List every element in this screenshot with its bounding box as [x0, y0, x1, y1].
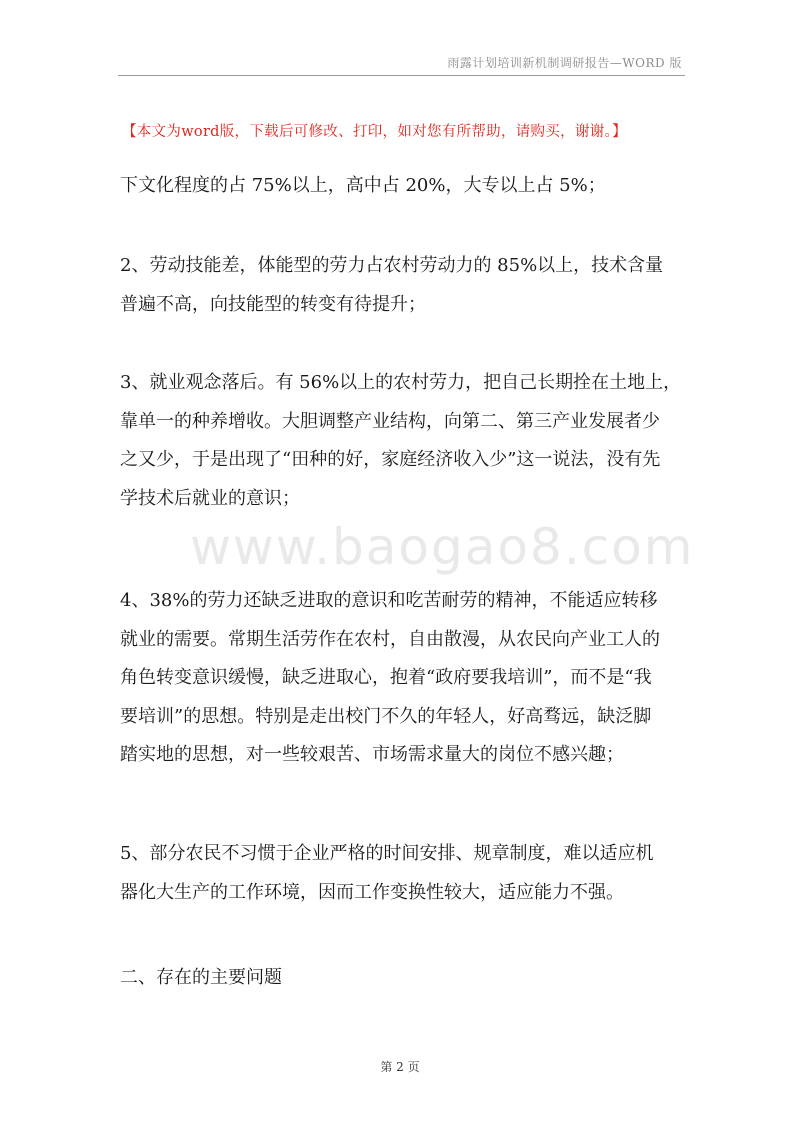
paragraph-line: 要培训”的思想。特别是走出校门不久的年轻人，好高骛远，缺泛脚 — [120, 705, 652, 727]
running-header: 雨露计划培训新机制调研报告—WORD 版 — [447, 56, 682, 70]
paragraph-line: 之又少，于是出现了“田种的好，家庭经济收入少”这一说法，没有先 — [120, 449, 661, 470]
paragraph-line: 器化大生产的工作环境，因而工作变换性较大，适应能力不强。 — [120, 881, 624, 903]
paragraph-line: 3、就业观念落后。有 56%以上的农村劳力，把自己长期拴在土地上， — [120, 372, 682, 393]
purchase-notice: 【本文为word版，下载后可修改、打印，如对您有所帮助，请购买，谢谢。】 — [122, 124, 627, 140]
paragraph-line: 踏实地的思想，对一些较艰苦、市场需求量大的岗位不感兴趣； — [120, 744, 624, 765]
header-divider — [118, 75, 685, 76]
paragraph-education-level — [120, 167, 690, 206]
paragraph-employment-concept — [120, 364, 690, 518]
paragraph-line: 角色转变意识缓慢，缺乏进取心，抱着“政府要我培训”，而不是“我 — [120, 667, 652, 688]
paragraph-work-adaptation — [120, 835, 690, 912]
paragraph-labor-skills — [120, 247, 690, 324]
paragraph-enterprising-spirit — [120, 582, 690, 775]
watermark: www.baogao8.com — [190, 518, 695, 576]
paragraph-line: 下文化程度的占 75%以上，高中占 20%，大专以上占 5%； — [120, 175, 606, 196]
paragraph-line: 靠单一的种养增收。大胆调整产业结构，向第二、第三产业发展者少 — [120, 410, 660, 432]
paragraph-line: 2、劳动技能差，体能型的劳力占农村劳动力的 85%以上，技术含量 — [120, 255, 664, 276]
section-heading-main-problems — [120, 959, 690, 998]
paragraph-line: 5、部分农民不习惯于企业严格的时间安排、规章制度，难以适应机 — [120, 843, 654, 864]
paragraph-line: 学技术后就业的意识； — [120, 487, 300, 509]
paragraph-line: 4、38%的劳力还缺乏进取的意识和吃苦耐劳的精神，不能适应转移 — [120, 590, 658, 611]
paragraph-line: 就业的需要。常期生活劳作在农村，自由散漫，从农民向产业工人的 — [120, 628, 660, 650]
section-heading-text: 二、存在的主要问题 — [120, 967, 282, 988]
page-number: 第 2 页 — [380, 1060, 420, 1074]
paragraph-line: 普遍不高，向技能型的转变有待提升； — [120, 293, 426, 315]
